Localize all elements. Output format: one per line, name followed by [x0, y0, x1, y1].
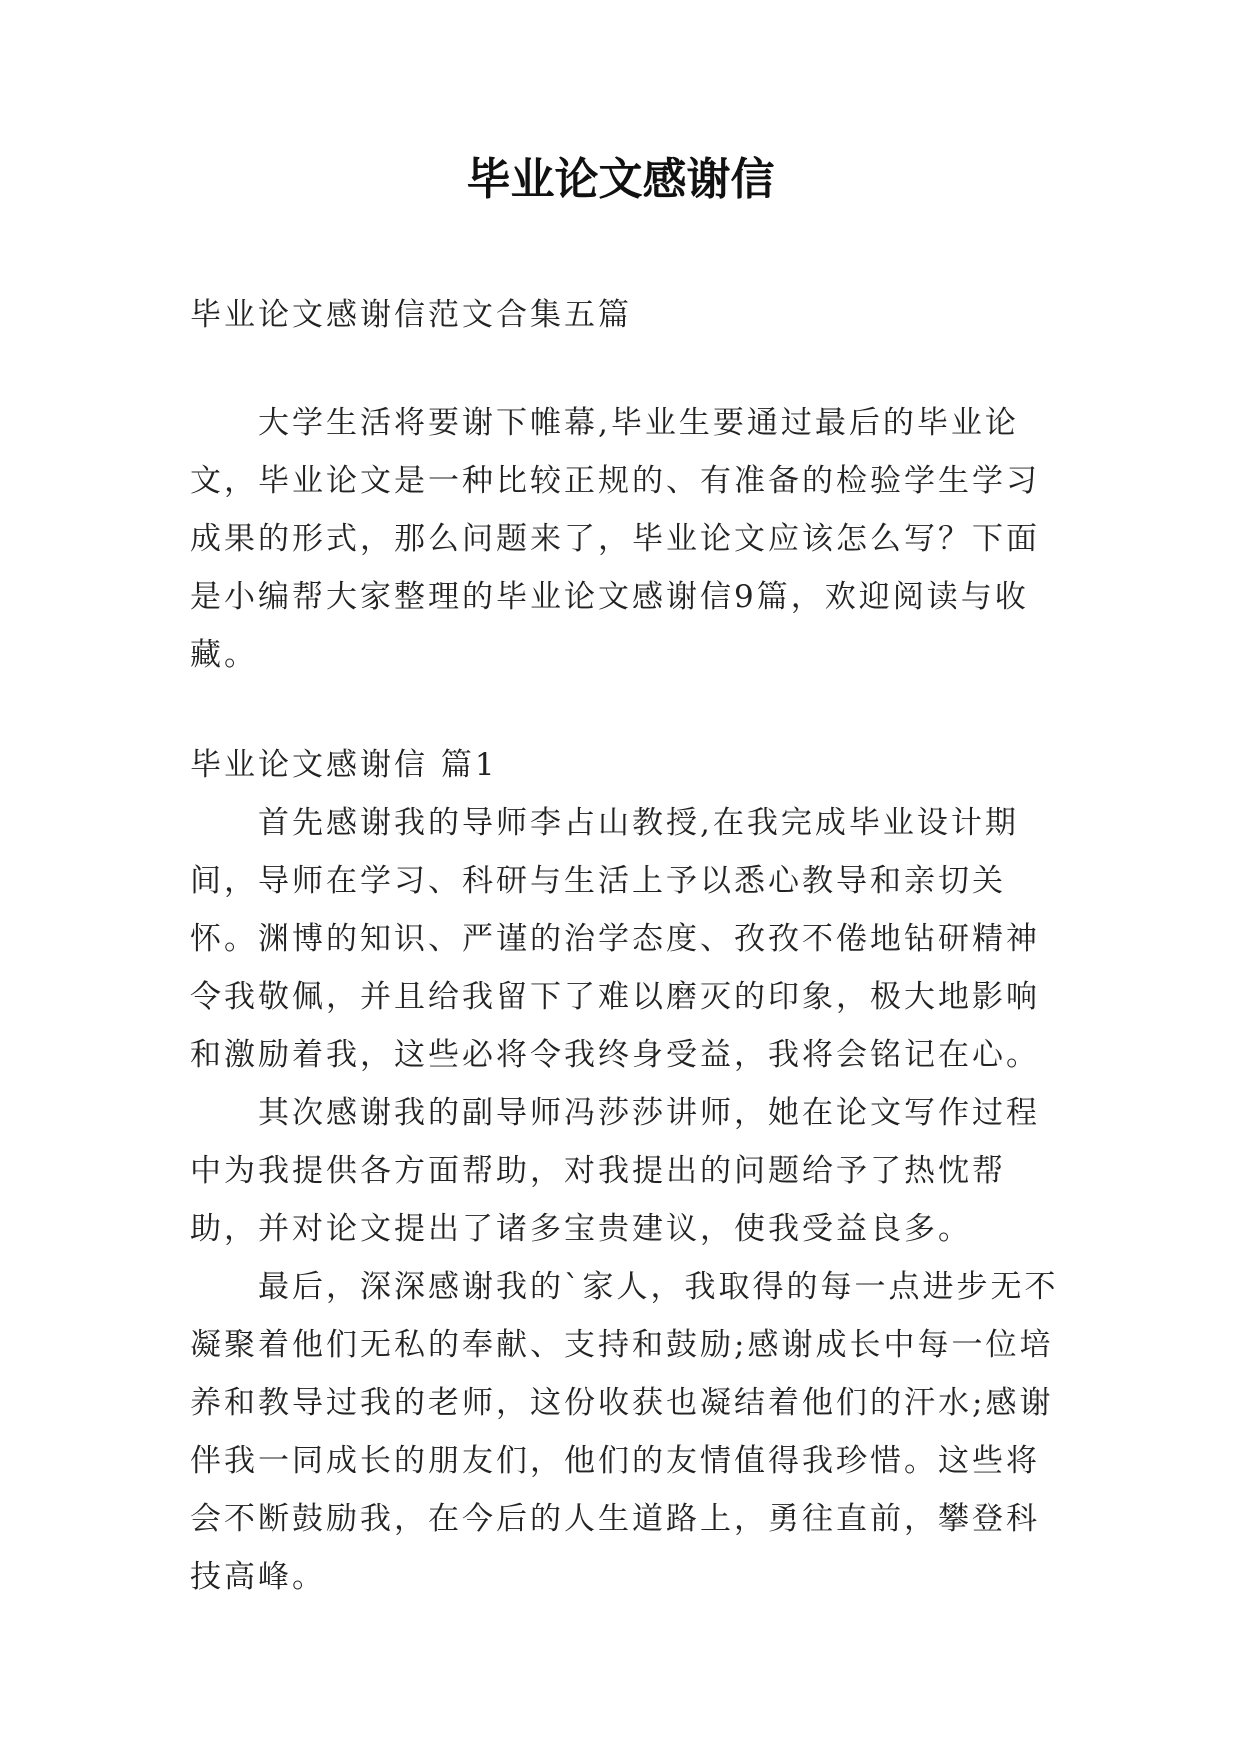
section-heading: 毕业论文感谢信 篇1 — [190, 747, 498, 783]
document-body — [190, 286, 1060, 1606]
body-paragraph-3: 最后，深深感谢我的`家人，我取得的每一点进步无不凝聚着他们无私的奉献、支持和鼓励;感谢成长中每一位培养和教导过我的老师，这份收获也凝结着他们的汗水;感谢伴我一同成长的朋友们，他们的友情值得我珍惜。这些将会不断鼓励我，在今后的人生道路上，勇往直前，攀登科技高峰。 — [190, 1269, 1059, 1595]
body-paragraph-2: 其次感谢我的副导师冯莎莎讲师，她在论文写作过程中为我提供各方面帮助，对我提出的问题给予了热忱帮助，并对论文提出了诸多宝贵建议，使我受益良多。 — [190, 1095, 1040, 1247]
intro-paragraph: 大学生活将要谢下帷幕,毕业生要通过最后的毕业论文，毕业论文是一种比较正规的、有准备的检验学生学习成果的形式，那么问题来了，毕业论文应该怎么写？下面是小编帮大家整理的毕业论文感谢信9篇，欢迎阅读与收藏。 — [190, 405, 1040, 673]
document-subtitle: 毕业论文感谢信范文合集五篇 — [190, 297, 632, 333]
body-paragraph-1: 首先感谢我的导师李占山教授,在我完成毕业设计期间，导师在学习、科研与生活上予以悉心教导和亲切关怀。渊博的知识、严谨的治学态度、孜孜不倦地钻研精神令我敬佩，并且给我留下了难以磨灭的印象，极大地影响和激励着我，这些必将令我终身受益，我将会铭记在心。 — [190, 805, 1040, 1073]
document-title: 毕业论文感谢信 — [466, 154, 775, 205]
